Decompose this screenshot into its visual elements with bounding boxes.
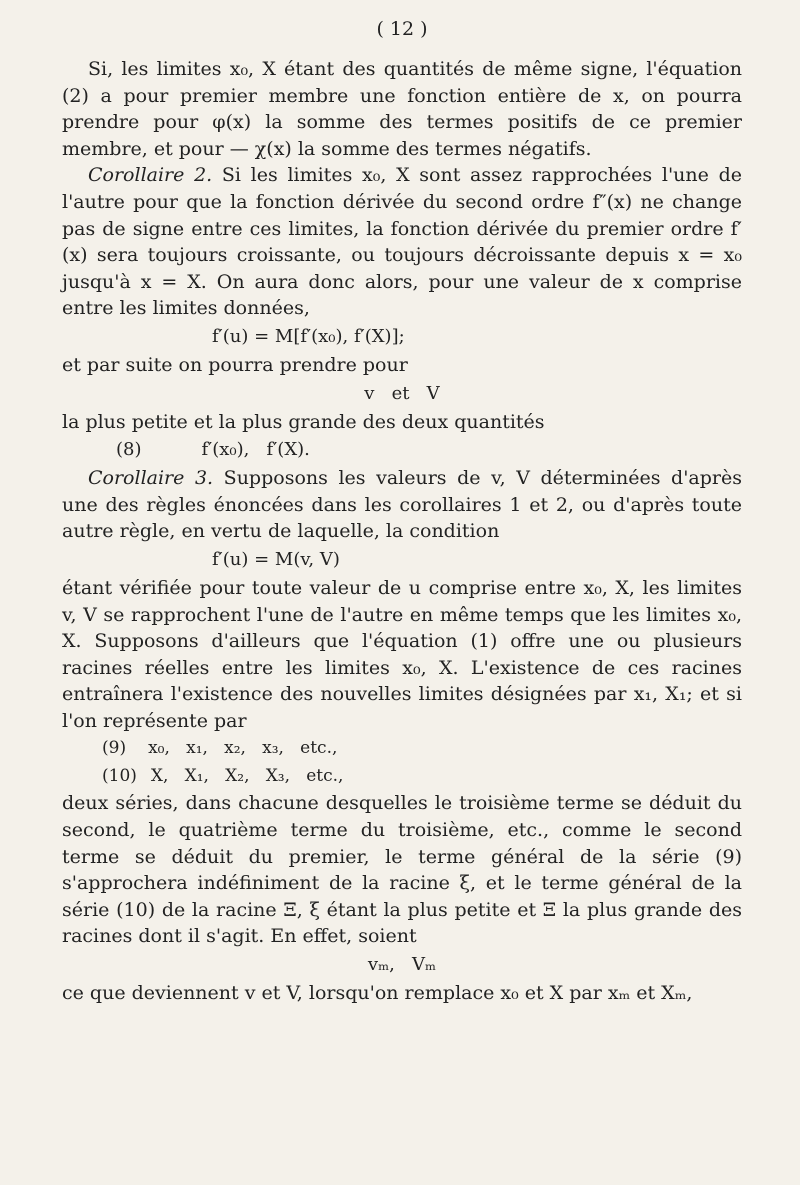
equation-10-label: (10) bbox=[102, 766, 137, 787]
paragraph-plus-petite: la plus petite et la plus grande des deux quantités bbox=[62, 410, 545, 433]
equation-10-body: X, X₁, X₂, X₃, etc., bbox=[150, 766, 344, 787]
corollary-3 bbox=[62, 465, 742, 545]
equation-9-label: (9) bbox=[102, 738, 127, 759]
paragraph-verifiee: étant vérifiée pour toute valeur de u comprise entre x₀, X, les limites v, V se rapprochent l'une de l'autre en même temps que les limites x₀, X. Supposons d'ailleurs que l'équation (1) offre une ou plusieurs racines réelles entre les limites x₀, X. L'existence de ces racines entraînera l'existence des nouvelles limites désignées par x₁, X₁; et si l'on représente par bbox=[62, 576, 742, 732]
page-number: ( 12 ) bbox=[376, 18, 428, 40]
paragraph-deviennent: ce que deviennent v et V, lorsqu'on remplace x₀ et X par xₘ et Xₘ, bbox=[62, 982, 693, 1005]
equation-v-V: v et V bbox=[364, 382, 440, 404]
equation-condition: f′(u) = M(v, V) bbox=[212, 548, 340, 570]
equation-8-body: f′(x₀), f′(X). bbox=[201, 439, 310, 461]
corollary-2-body: Si les limites x₀, X sont assez rapprochées l'une de l'autre pour que la fonction dérivée du second ordre f″(x) ne change pas de signe entre ces limites, la fonction dérivée du premier ordre f′(x) sera toujours croissante, ou toujours décroissante depuis x = x₀ jusqu'à x = X. On aura donc alors, pour une valeur de x comprise entre les limites données, bbox=[62, 164, 742, 320]
equation-9-body: x₀, x₁, x₂, x₃, etc., bbox=[148, 738, 338, 759]
equation-vm-Vm: vₘ, Vₘ bbox=[367, 954, 437, 976]
corollary-2 bbox=[62, 162, 742, 322]
corollary-3-body: Supposons les valeurs de v, V déterminées d'après une des règles énoncées dans les corollaires 1 et 2, ou d'après toute autre règle, en vertu de laquelle, la condition bbox=[62, 467, 742, 543]
equation-9 bbox=[62, 734, 742, 762]
corollary-2-title: Corollaire 2. bbox=[88, 164, 213, 187]
equation-8-label: (8) bbox=[116, 439, 142, 461]
equation-10 bbox=[62, 762, 742, 790]
paragraph-par-suite: et par suite on pourra prendre pour bbox=[62, 353, 408, 376]
equation-fu: f′(u) = M[f′(x₀), f′(X)]; bbox=[212, 325, 405, 347]
corollary-3-title: Corollaire 3. bbox=[88, 467, 214, 490]
equation-8 bbox=[62, 435, 742, 465]
paragraph-deux-series: deux séries, dans chacune desquelles le troisième terme se déduit du second, le quatrième terme du troisième, etc., comme le second terme se déduit du premier, le terme général de la série (9) s'approchera indéfiniment de la racine ξ, et le terme général de la série (10) de la racine Ξ, ξ étant la plus petite et Ξ la plus grande des racines dont il s'agit. En effet, soient bbox=[62, 792, 742, 948]
paragraph-intro: Si, les limites x₀, X étant des quantités de même signe, l'équation (2) a pour premier membre une fonction entière de x, on pourra prendre pour φ(x) la somme des termes positifs de ce premier membre, et pour — χ(x) la somme des termes négatifs. bbox=[62, 58, 742, 160]
